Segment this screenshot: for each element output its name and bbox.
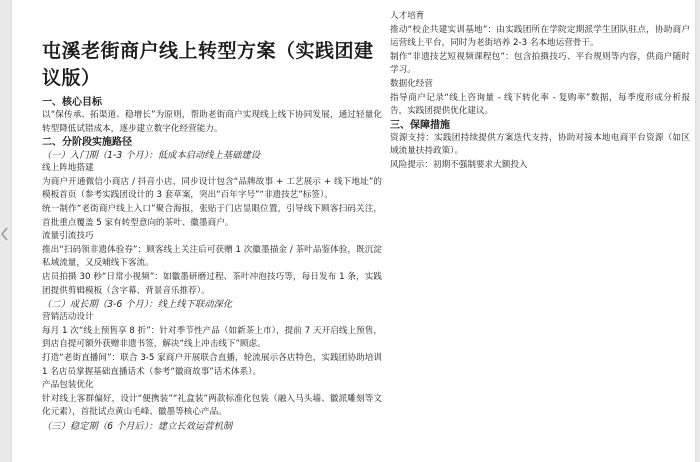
paragraph: 为商户开通微信小商店 / 抖音小店，同步设计包含“品牌故事 + 工艺展示 + 线下地址”的模板首页（参考实践团设计的 3 套草案，突出“百年字号”“非遗技艺”标签）。 (42, 176, 382, 201)
paragraph: 每月 1 次“线上预售享 8 折”：针对季节性产品（如新茶上市），提前 7 天开启线上预售，到店自提可额外获赠非遗书签，解决“线上冲击线下”顾虑。 (42, 325, 382, 350)
paragraph: 店员拍摄 30 秒“日常小视频”：如徽墨研磨过程、茶叶冲泡技巧等，每日发布 1 条，实践团提供剪辑模板（含字幕、背景音乐推荐）。 (42, 271, 382, 296)
paragraph: 推出“扫码领非遗体验券”：顾客线上关注后可获赠 1 次徽墨描金 / 茶叶品鉴体验，既沉淀私域流量，又反哺线下客流。 (42, 244, 382, 269)
paragraph: 资源支持：实践团持续提供方案迭代支持，协助对接本地电商平台资源（如区域流量扶持政策）。 (390, 132, 690, 157)
paragraph: 指导商户记录“线上咨询量 - 线下转化率 - 复购率”数据，每季度形成分析报告，实践团提供优化建议。 (390, 92, 690, 117)
subsection-heading: （一）入门期（1-3 个月）：低成本启动线上基础建设 (42, 150, 261, 162)
paragraph: 以“保传承、拓渠道、稳增长”为原则，帮助老街商户实现线上线下协同发展，通过轻量化转型降低试错成本，逐步建立数字化经营能力。 (42, 110, 382, 134)
item-label: 人才培育 (390, 11, 425, 21)
paragraph: 统一制作“老街商户线上入口”聚合海报，张贴于门店显眼位置，引导线下顾客扫码关注，首批重点覆盖 5 家有转型意向的茶叶、徽墨商户。 (42, 203, 382, 228)
section-heading: 二、分阶段实施路径 (42, 137, 132, 149)
item-label: 线上阵地搭建 (42, 163, 94, 174)
left-column (42, 0, 382, 433)
section-heading: 三、保障措施 (390, 119, 450, 131)
document-title: 屯溪老街商户线上转型方案（实践团建议版） (42, 40, 374, 89)
item-label: 产品包装优化 (42, 380, 94, 391)
item-label: 营销活动设计 (42, 312, 94, 323)
paragraph: 风险提示：初期不强制要求大额投入 (390, 159, 528, 170)
document-page (12, 0, 695, 462)
right-column (390, 0, 690, 173)
paragraph: 打造“老街直播间”：联合 3-5 家商户开展联合直播，轮流展示各店特色，实践团协助培训 1 名店员掌握基础直播话术（参考“徽商故事”话术体系）。 (42, 352, 382, 377)
chevron-left-icon (1, 227, 9, 241)
paragraph: 制作“非遗技艺短视频课程包”：包含拍摄技巧、平台规则等内容，供商户随时学习。 (390, 51, 690, 76)
subsection-heading: （三）稳定期（6 个月后）：建立长效运营机制 (42, 420, 233, 432)
item-label: 流量引流技巧 (42, 231, 94, 242)
subsection-heading: （二）成长期（3-6 个月）：线上线下联动深化 (42, 299, 233, 311)
item-label: 数据化经营 (390, 78, 433, 89)
paragraph: 针对线上客群偏好，设计“便携装”“礼盒装”两款标准化包装（融入马头墙、徽派雕刻等文化元素），首批试点黄山毛峰、徽墨等核心产品。 (42, 393, 382, 418)
section-heading: 一、核心目标 (42, 97, 102, 108)
scroll-left-button[interactable] (0, 226, 10, 242)
paragraph: 推动“校企共建实训基地”：由实践团所在学院定期派学生团队驻点，协助商户运营线上平台，同时为老街培养 2-3 名本地运营骨干。 (390, 24, 690, 49)
